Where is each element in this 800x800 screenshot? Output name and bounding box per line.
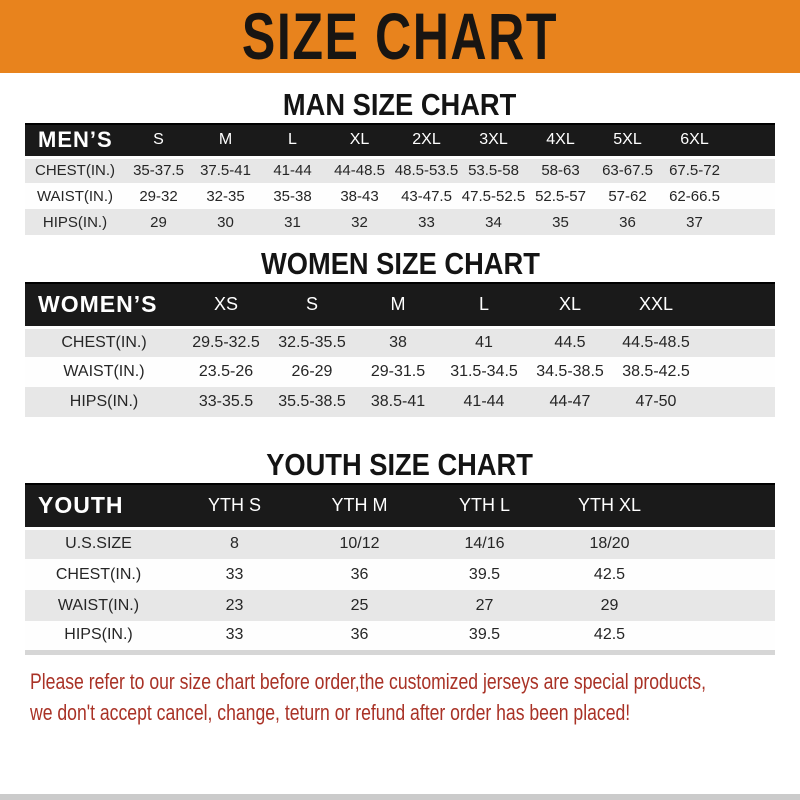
measurement-value: 41-44 [463, 393, 505, 410]
measurement-value: 29.5-32.5 [192, 333, 260, 351]
size-column-header: XL [326, 124, 393, 157]
measurement-value: 38 [389, 333, 407, 351]
measurement-value: 48.5-53.5 [394, 162, 459, 180]
measurement-row-label: WAIST(IN.) [57, 596, 140, 614]
size-table-header-row [25, 283, 775, 327]
measurement-row-label: HIPS(IN.) [42, 213, 108, 231]
row-spacer-cell [728, 209, 775, 235]
measurement-value: 62-66.5 [669, 187, 720, 205]
measurement-row-label: WAIST(IN.) [63, 363, 145, 380]
size-group-label: MEN’S [25, 124, 125, 157]
measurement-value: 29 [150, 213, 167, 231]
size-column-header: XS [183, 283, 269, 327]
measurement-value: 23 [225, 596, 244, 614]
measurement-value: 52.5-57 [535, 187, 586, 205]
banner-title: SIZE CHART [241, 0, 559, 73]
table-row [25, 621, 775, 652]
measurement-value: 41-44 [273, 162, 312, 180]
size-column-header: 6XL [661, 124, 728, 157]
youth-section-title-text: YOUTH SIZE CHART [266, 447, 534, 482]
size-column-header: YTH S [172, 484, 297, 528]
measurement-value: 33 [418, 213, 435, 231]
table-row [25, 357, 775, 387]
measurement-row-label: HIPS(IN.) [69, 393, 139, 410]
measurement-value: 31 [284, 213, 301, 231]
size-group-label: WOMEN’S [25, 283, 183, 327]
measurement-value: 33-35.5 [198, 393, 254, 410]
size-column-header: 5XL [594, 124, 661, 157]
row-spacer-cell [699, 327, 775, 357]
measurement-value: 34 [485, 213, 502, 231]
size-chart-banner [0, 0, 800, 73]
size-column-header: S [269, 283, 355, 327]
measurement-value: 44-47 [549, 393, 591, 410]
measurement-value: 42.5 [593, 626, 626, 644]
row-spacer-cell [728, 157, 775, 183]
size-column-header: S [125, 124, 192, 157]
table-row [25, 387, 775, 417]
men-size-table [25, 123, 775, 235]
measurement-value: 38-43 [340, 187, 379, 205]
measurement-row-label: WAIST(IN.) [36, 187, 114, 205]
measurement-row-label: HIPS(IN.) [64, 626, 133, 644]
row-spacer-cell [672, 559, 775, 590]
header-spacer-cell [672, 484, 775, 528]
measurement-value: 37 [686, 213, 703, 231]
youth-size-table [25, 483, 775, 655]
measurement-value: 8 [230, 535, 239, 553]
size-column-header: 2XL [393, 124, 460, 157]
measurement-value: 35-37.5 [133, 162, 184, 180]
measurement-value: 43-47.5 [401, 187, 452, 205]
measurement-value: 31.5-34.5 [450, 363, 518, 380]
measurement-value: 25 [350, 596, 369, 614]
measurement-value: 18/20 [589, 535, 630, 553]
measurement-value: 32 [351, 213, 368, 231]
measurement-value: 44.5 [554, 333, 586, 351]
men-section-title [0, 87, 800, 123]
measurement-value: 33 [225, 565, 244, 583]
youth-section-title [0, 447, 800, 483]
size-column-header: M [355, 283, 441, 327]
size-column-header: M [192, 124, 259, 157]
size-column-header: 4XL [527, 124, 594, 157]
measurement-value: 10/12 [339, 535, 380, 553]
order-notice-line-1: Please refer to our size chart before order,the customized jerseys are special products, [30, 668, 706, 694]
measurement-value: 34.5-38.5 [536, 363, 604, 380]
row-spacer-cell [672, 590, 775, 621]
measurement-value: 32-35 [206, 187, 245, 205]
measurement-value: 14/16 [464, 535, 505, 553]
measurement-row-label: U.S.SIZE [65, 535, 132, 553]
size-column-header: YTH L [422, 484, 547, 528]
measurement-value: 53.5-58 [468, 162, 519, 180]
measurement-value: 32.5-35.5 [278, 333, 346, 351]
header-spacer-cell [728, 124, 775, 157]
size-table-header-row [25, 124, 775, 157]
measurement-value: 35-38 [273, 187, 312, 205]
measurement-value: 39.5 [468, 626, 501, 644]
measurement-value: 29 [600, 596, 619, 614]
bottom-border-strip [0, 794, 800, 800]
measurement-value: 23.5-26 [198, 363, 254, 380]
measurement-value: 35 [552, 213, 569, 231]
measurement-value: 47.5-52.5 [461, 187, 526, 205]
measurement-row-label: CHEST(IN.) [55, 565, 142, 583]
measurement-value: 38.5-42.5 [622, 363, 690, 380]
measurement-value: 47-50 [635, 393, 677, 410]
women-size-table [25, 282, 775, 417]
measurement-row-label: CHEST(IN.) [35, 162, 115, 180]
row-spacer-cell [672, 528, 775, 559]
table-row [25, 327, 775, 357]
row-spacer-cell [699, 387, 775, 417]
measurement-value: 44-48.5 [334, 162, 385, 180]
table-row [25, 590, 775, 621]
size-group-label: YOUTH [25, 484, 172, 528]
measurement-value: 63-67.5 [602, 162, 653, 180]
measurement-row-label: CHEST(IN.) [61, 333, 147, 351]
order-notice [30, 666, 800, 728]
table-row [25, 559, 775, 590]
women-section-title [0, 246, 800, 282]
measurement-value: 42.5 [593, 565, 626, 583]
table-row [25, 209, 775, 235]
measurement-value: 35.5-38.5 [278, 393, 346, 410]
measurement-value: 57-62 [608, 187, 647, 205]
table-row [25, 528, 775, 559]
table-row [25, 183, 775, 209]
measurement-value: 39.5 [468, 565, 501, 583]
size-column-header: XL [527, 283, 613, 327]
measurement-value: 58-63 [541, 162, 580, 180]
measurement-value: 44.5-48.5 [622, 333, 690, 351]
table-row [25, 157, 775, 183]
measurement-value: 37.5-41 [200, 162, 251, 180]
measurement-value: 36 [350, 565, 369, 583]
size-column-header: XXL [613, 283, 699, 327]
measurement-value: 41 [475, 333, 493, 351]
measurement-value: 38.5-41 [370, 393, 426, 410]
size-column-header: L [259, 124, 326, 157]
header-spacer-cell [699, 283, 775, 327]
measurement-value: 36 [350, 626, 369, 644]
measurement-value: 67.5-72 [669, 162, 720, 180]
size-column-header: L [441, 283, 527, 327]
measurement-value: 29-31.5 [370, 363, 426, 380]
order-notice-line-2: we don't accept cancel, change, teturn or refund after order has been placed! [30, 699, 631, 725]
size-column-header: YTH XL [547, 484, 672, 528]
row-spacer-cell [672, 621, 775, 652]
men-section-title-text: MAN SIZE CHART [283, 87, 517, 122]
measurement-value: 29-32 [139, 187, 178, 205]
measurement-value: 33 [225, 626, 244, 644]
size-column-header: YTH M [297, 484, 422, 528]
size-column-header: 3XL [460, 124, 527, 157]
measurement-value: 27 [475, 596, 494, 614]
size-table-header-row [25, 484, 775, 528]
measurement-value: 26-29 [291, 363, 333, 380]
measurement-value: 36 [619, 213, 636, 231]
row-spacer-cell [699, 357, 775, 387]
women-section-title-text: WOMEN SIZE CHART [260, 246, 540, 281]
row-spacer-cell [728, 183, 775, 209]
measurement-value: 30 [217, 213, 234, 231]
